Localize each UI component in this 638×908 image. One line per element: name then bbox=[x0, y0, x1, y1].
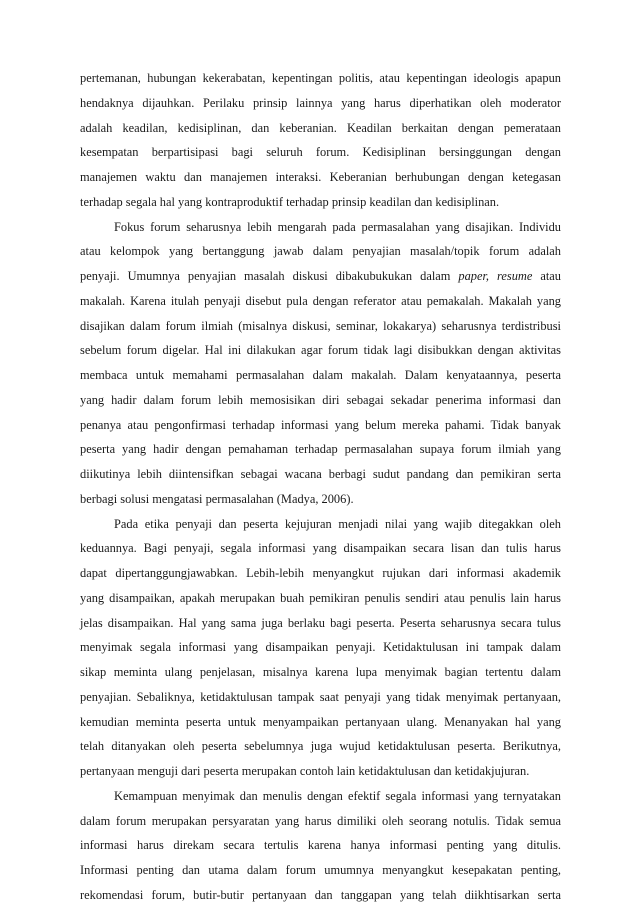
text-line: telah ditanyakan oleh peserta sebelumnya juga wujud ketidaktulusan peserta. Berikutnya, bbox=[80, 739, 561, 754]
text-line: kemudian meminta peserta untuk menyampaikan pertanyaan ulang. Menanyakan hal yang bbox=[80, 714, 561, 729]
text-line: yang hadir dalam forum lebih memosisikan diri sebagai sekadar penerima informasi dan bbox=[80, 392, 561, 407]
text-line: dalam forum merupakan persyaratan yang harus dimiliki oleh seorang notulis. Tidak semua bbox=[80, 813, 561, 828]
text-line: Pada etika penyaji dan peserta kejujuran menjadi nilai yang wajib ditegakkan oleh bbox=[114, 516, 561, 531]
text-line: pertanyaan menguji dari peserta merupakan contoh lain ketidaktulusan dan ketidakjujuran. bbox=[80, 764, 530, 778]
text-line: penanya atau pengonfirmasi terhadap informasi yang belum mereka pahami. Tidak banyak bbox=[80, 417, 561, 432]
text-line: makalah. Karena itulah penyaji disebut pula dengan referator atau pemakalah. Makalah yang bbox=[80, 293, 561, 308]
italic-text: paper, resume bbox=[458, 269, 533, 283]
text-line: Informasi penting dan utama dalam forum umumnya menyangkut kesepakatan penting, bbox=[80, 863, 561, 877]
text-line: diikutinya lebih diintensifkan sebagai wacana berbagi sudut pandang dan pemikiran serta bbox=[80, 467, 561, 481]
text-line: pertemanan, hubungan kekerabatan, kepentingan politis, atau kepentingan ideologis apapun bbox=[80, 71, 561, 85]
text-line: manajemen waktu dan manajemen interaksi. Keberanian berhubungan dengan ketegasan bbox=[80, 170, 561, 184]
text-line: jelas disampaikan. Hal yang sama juga berlaku bagi peserta. Peserta seharusnya secara tulus bbox=[80, 615, 561, 630]
text-line: adalah keadilan, kedisiplinan, dan keberanian. Keadilan berkaitan dengan pemerataan bbox=[80, 120, 561, 135]
text-line: berbagi solusi mengatasi permasalahan (Madya, 2006). bbox=[80, 491, 354, 506]
text-line: terhadap segala hal yang kontraproduktif terhadap prinsip keadilan dan kedisiplinan. bbox=[80, 194, 500, 209]
text-line: disajikan dalam forum ilmiah (misalnya diskusi, seminar, lokakarya) seharusnya terdistribusi bbox=[80, 318, 561, 333]
text-line: penyajian. Sebaliknya, ketidaktulusan tampak saat penyaji yang tidak menyimak pertanyaan, bbox=[80, 689, 561, 704]
text-line: kesempatan berpartisipasi bagi seluruh forum. Kedisiplinan bersinggungan dengan bbox=[80, 145, 561, 160]
text-line: peserta yang hadir dengan pemahaman terhadap permasalahan supaya forum ilmiah yang bbox=[80, 442, 561, 457]
text-line: rekomendasi forum, butir-butir pertanyaan dan tanggapan yang telah diikhtisarkan serta bbox=[80, 887, 561, 902]
text-line: informasi harus direkam secara tertulis karena hanya informasi penting yang ditulis. bbox=[80, 838, 561, 853]
text-line: sebelum forum digelar. Hal ini dilakukan agar forum tidak lagi disibukkan dengan aktivitas bbox=[80, 343, 561, 358]
text-line: atau kelompok yang bertanggung jawab dalam penyajian masalah/topik forum adalah bbox=[80, 244, 561, 259]
text-line: dapat dipertanggungjawabkan. Lebih-lebih menyangkut rujukan dari informasi akademik bbox=[80, 566, 561, 580]
text-line: membaca untuk memahami permasalahan dalam makalah. Dalam kenyataannya, peserta bbox=[80, 368, 561, 382]
text-line bbox=[80, 264, 561, 289]
text-line: keduannya. Bagi penyaji, segala informasi yang disampaikan secara lisan dan tulis harus bbox=[80, 541, 561, 556]
body-text bbox=[80, 66, 561, 908]
text-line: hendaknya dijauhkan. Perilaku prinsip lainnya yang harus diperhatikan oleh moderator bbox=[80, 95, 561, 110]
text-line: Fokus forum seharusnya lebih mengarah pada permasalahan yang disajikan. Individu bbox=[114, 219, 561, 234]
text-line: Kemampuan menyimak dan menulis dengan efektif segala informasi yang ternyatakan bbox=[114, 788, 561, 803]
text-line: menyimak segala informasi yang disampaikan penyaji. Ketidaktulusan ini tampak dalam bbox=[80, 640, 561, 655]
text-line: yang disampaikan, apakah merupakan buah pemikiran penulis sendiri atau penulis lain harus bbox=[80, 590, 561, 605]
text-segment: atau bbox=[532, 269, 561, 283]
text-segment: penyaji. Umumnya penyajian masalah diskusi dibakubukukan dalam bbox=[80, 269, 459, 283]
text-line: sikap meminta ulang penjelasan, misalnya karena lupa menyimak bagian tertentu dalam bbox=[80, 665, 561, 679]
